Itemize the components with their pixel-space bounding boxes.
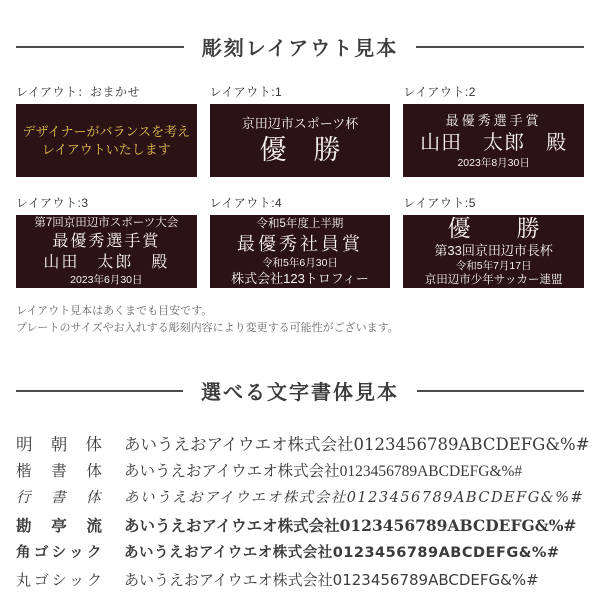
plate-engraving-line: 最優秀選手賞 xyxy=(445,112,542,128)
engraving-plate xyxy=(210,104,391,177)
engraving-section-header xyxy=(16,0,584,61)
font-sample-row xyxy=(16,514,584,542)
plate-engraving-line: 京田辺市スポーツ杯 xyxy=(241,115,359,131)
font-sample-text: あいうえおアイウエオ株式会社0123456789ABCDEFG&%# xyxy=(124,515,577,535)
plate-engraving-line: 第7回京田辺市スポーツ大会 xyxy=(34,217,179,229)
layout-grid xyxy=(16,83,584,288)
plate-engraving-line: 令和5年度上半期 xyxy=(256,217,344,230)
layout-sample-cell xyxy=(16,194,197,288)
plate-engraving-line: 令和5年6月30日 xyxy=(262,256,338,269)
font-section-header xyxy=(16,376,584,405)
plate-engraving-line: 最優秀選手賞 xyxy=(52,233,161,250)
engraving-plate xyxy=(403,215,584,288)
engraving-plate xyxy=(16,104,197,177)
plate-engraving-line: 2023年8月30日 xyxy=(457,156,530,169)
plate-engraving-line: 2023年6月30日 xyxy=(70,274,143,286)
font-sample-row xyxy=(16,459,584,487)
layout-label: レイアウト:5 xyxy=(403,196,476,210)
layout-sample-cell xyxy=(403,194,584,288)
layout-label: レイアウト：おまかせ xyxy=(16,85,141,99)
font-sample-text: あいうえおアイウエオ株式会社0123456789ABCDEFG&%# xyxy=(124,490,585,506)
layout-sample-cell xyxy=(210,194,391,288)
font-sample-table xyxy=(16,431,590,596)
header-rule-left xyxy=(16,46,184,48)
layout-label: レイアウト:3 xyxy=(16,196,89,210)
font-sample-text: あいうえおアイウエオ株式会社0123456789ABCDEFG&%# xyxy=(124,435,590,454)
note-line: レイアウト見本はあくまでも目安です。 xyxy=(16,305,213,317)
plate-engraving-line: レイアウトいたします xyxy=(41,141,171,157)
font-sample-row xyxy=(16,431,590,459)
header-rule-right xyxy=(417,390,584,392)
font-sample-row xyxy=(16,541,584,569)
engraving-plate xyxy=(16,215,197,288)
font-name: 行書体 xyxy=(16,490,102,506)
font-name: 丸ゴシック xyxy=(16,570,102,589)
font-sample-row xyxy=(16,486,584,514)
font-name: 明朝体 xyxy=(16,435,102,454)
note-line: プレートのサイズやお入れする彫刻内容により変更する可能性がございます。 xyxy=(16,321,399,334)
layout-label: レイアウト:2 xyxy=(403,85,476,99)
layout-label: レイアウト:4 xyxy=(209,196,283,210)
plate-engraving-line: 山田 太郎 殿 xyxy=(420,131,568,154)
plate-engraving-line: 令和5年7月17日 xyxy=(455,260,532,272)
plate-engraving-line: 山田 太郎 殿 xyxy=(43,254,170,271)
plate-engraving-line: 第33回京田辺市長杯 xyxy=(434,243,553,258)
plate-engraving-line: 京田辺市少年サッカー連盟 xyxy=(424,274,563,286)
font-section-title: 選べる文字書体見本 xyxy=(201,382,399,404)
plate-engraving-line: 優 勝 xyxy=(259,134,341,165)
header-rule-right xyxy=(416,46,584,48)
plate-engraving-line: 優 勝 xyxy=(447,215,540,241)
font-name: 楷書体 xyxy=(16,462,102,480)
layout-sample-cell xyxy=(210,83,391,177)
font-sample-text: あいうえおアイウエオ株式会社0123456789ABCDEFG&%# xyxy=(124,570,539,589)
layout-sample-cell xyxy=(403,83,584,177)
engraving-plate xyxy=(210,215,391,288)
plate-engraving-line: 最優秀社員賞 xyxy=(236,233,363,254)
font-sample-text: あいうえおアイウエオ株式会社0123456789ABCDEFG&%# xyxy=(124,545,560,561)
font-sample-text: あいうえおアイウエオ株式会社0123456789ABCDEFG&%# xyxy=(124,462,523,480)
font-name: 角ゴシック xyxy=(16,545,102,561)
header-rule-left xyxy=(16,390,183,392)
plate-engraving-line: デザイナーがバランスを考え xyxy=(22,123,191,139)
layout-label: レイアウト:1 xyxy=(209,85,283,99)
engraving-plate xyxy=(403,104,584,177)
layout-sample-cell xyxy=(16,83,197,177)
plate-engraving-line: 株式会社123トロフィー xyxy=(231,270,369,286)
engraving-section-title: 彫刻レイアウト見本 xyxy=(201,38,399,60)
layout-notes xyxy=(16,303,584,336)
font-name: 勘亭流 xyxy=(16,515,102,535)
font-sample-row xyxy=(16,569,584,597)
